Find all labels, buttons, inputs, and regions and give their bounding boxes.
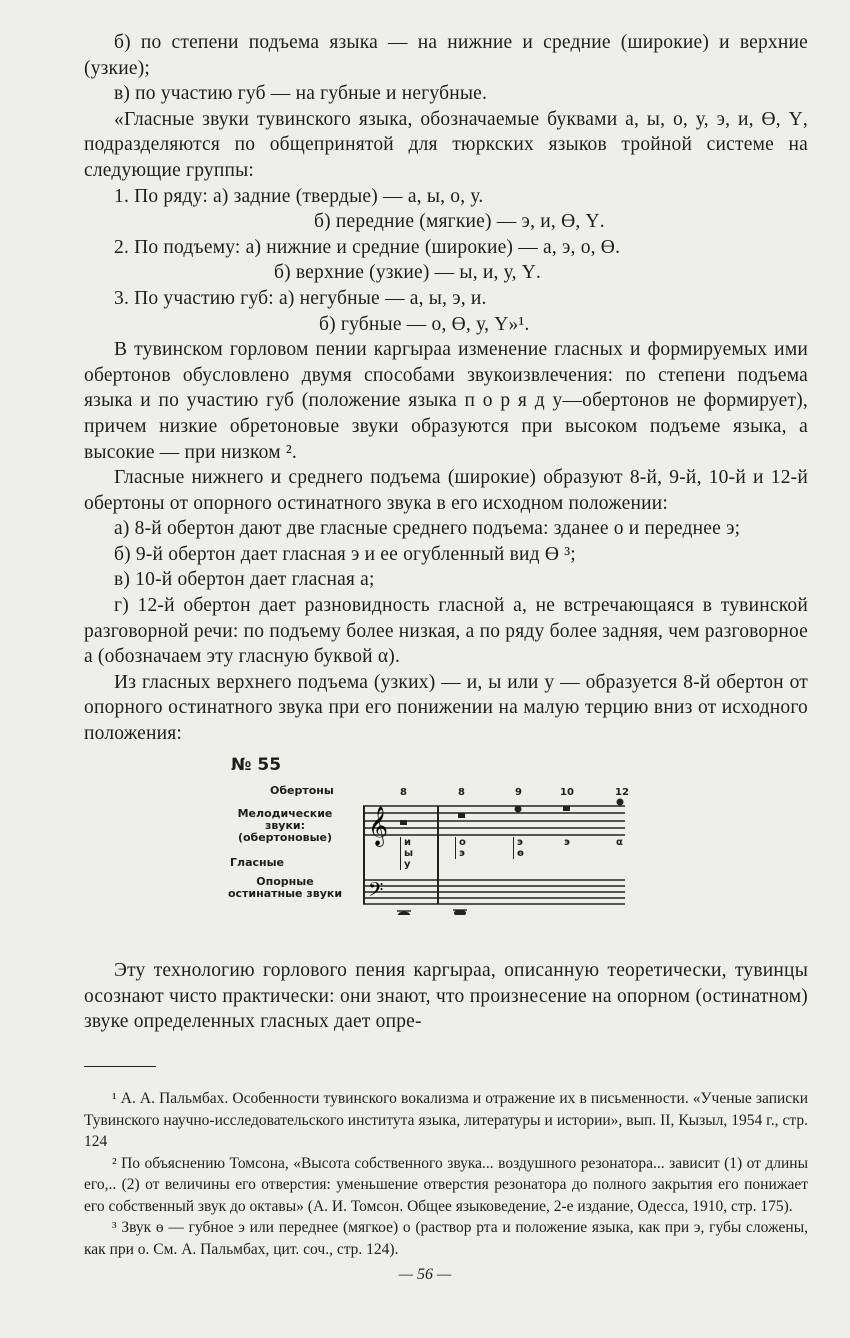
paragraph: б) по степени подъема языка — на нижние и средние (широкие) и верхние (узкие); <box>84 32 808 79</box>
vowel-group: э <box>564 837 570 848</box>
label-vowels: Гласные <box>230 856 285 869</box>
footnotes <box>84 1088 808 1260</box>
vowel-group: α <box>616 837 623 848</box>
overtone-number: 12 <box>615 787 629 798</box>
paragraph: г) 12-й обертон дает разновидность гласной а, не встречающаяся в тувинской разговорной речи: по подъему более низкая, а по ряду более задняя, чем разговорное а (обозначаем эту гласную буквой α). <box>84 595 808 668</box>
paragraph: Гласные нижнего и среднего подъема (широкие) образуют 8-й, 9-й, 10-й и 12-й обертоны от опорного остинатного звука в его исходном положении: <box>84 467 808 514</box>
label-overtones: Обертоны <box>270 784 334 797</box>
music-example-55 <box>225 745 629 915</box>
paragraph: б) передние (мягкие) — э, и, Ө, Ү. <box>314 211 605 233</box>
paragraph: б) 9-й обертон дает гласная э и ее огубленный вид Ө ³; <box>114 543 576 565</box>
paragraph: В тувинском горловом пении каргыраа изменение гласных и формируемых ими обертонов обусловлено двумя способами звукоизвлечения: по степени подъема языка и по участию губ (положение языка п о р я д у—обертонов не формирует), причем низкие обретоновые звуки образуются при высоком подъеме языка, а высокие — при низком ². <box>84 339 808 463</box>
overtone-number: 8 <box>400 787 407 798</box>
paragraph: 3. По участию губ: а) негубные — а, ы, э, и. <box>114 287 487 309</box>
main-text-top <box>84 30 808 747</box>
paragraph: «Гласные звуки тувинского языка, обозначаемые буквами а, ы, о, у, э, и, Ө, Ү, подразделяются по общепринятой для тюркских языков тройной системе на следующие группы: <box>84 108 808 181</box>
example-number: № 55 <box>231 755 282 775</box>
paragraph: а) 8-й обертон дают две гласные среднего подъема: зданее о и переднее э; <box>114 518 741 540</box>
paragraph: б) верхние (узкие) — ы, и, у, Ү. <box>274 262 542 284</box>
footnote-divider <box>84 1066 156 1067</box>
footnote-2: ² По объяснению Томсона, «Высота собственного звука... воздушного резонатора... зависит (1) от длины его,.. (2) от величины его отверстия: уменьшение отверстия резонатора до полного закрытия его понижает его собственный звук до октавы» (А. И. Томсон. Общее языковедение, 2-е издание, Одесса, 1910, стр. 175). <box>84 1154 808 1215</box>
overtone-number: 9 <box>515 787 522 798</box>
vowel-group: э ө <box>513 837 524 859</box>
overtone-number: 8 <box>458 787 465 798</box>
paragraph: б) губные — о, Ө, у, Ү»¹. <box>319 313 530 335</box>
bass-clef-icon: 𝄢 <box>368 878 384 906</box>
page-number: — 56 — <box>398 1266 452 1283</box>
overtone-number: 10 <box>560 787 574 798</box>
main-text-bottom <box>84 958 808 1035</box>
treble-clef-icon: 𝄞 <box>368 806 389 846</box>
footnote-3: ³ Звук ө — губное э или переднее (мягкое) о (раствор рта и положение языка, как при э, губы сложены, как при о. См. А. Пальмбах, цит. соч., стр. 124). <box>84 1219 808 1258</box>
paragraph: в) 10-й обертон дает гласная а; <box>114 569 375 591</box>
paragraph: 1. По ряду: а) задние (твердые) — а, ы, о, у. <box>114 185 484 207</box>
paragraph: в) по участию губ — на губные и негубные. <box>114 83 488 105</box>
paragraph: 2. По подъему: а) нижние и средние (широкие) — а, э, о, Ө. <box>114 236 621 258</box>
vowel-group: и ы у <box>400 837 413 870</box>
vowel-group: о э <box>455 837 466 859</box>
footnote-1: ¹ А. А. Пальмбах. Особенности тувинского вокализма и отражение их в письменности. «Ученые записки Тувинского научно-исследовательского института языка, литературы и истории», вып. II, Кызыл, 1954 г., стр. 124 <box>84 1090 808 1150</box>
label-melodic-sounds: Мелодические звуки: (обертоновые) <box>237 807 333 844</box>
paragraph: Эту технологию горлового пения каргыраа, описанную теоретически, тувинцы осознают чисто практически: они знают, что произнесение на опорном (остинатном) звуке определенных гласных дает опре- <box>84 960 808 1033</box>
label-drone-sounds: Опорные остинатные звуки <box>227 875 343 900</box>
paragraph: Из гласных верхнего подъема (узких) — и, ы или у — образуется 8-й обертон от опорного остинатного звука при его понижении на малую терцию вниз от исходного положения: <box>84 671 808 745</box>
music-staff <box>225 745 625 915</box>
